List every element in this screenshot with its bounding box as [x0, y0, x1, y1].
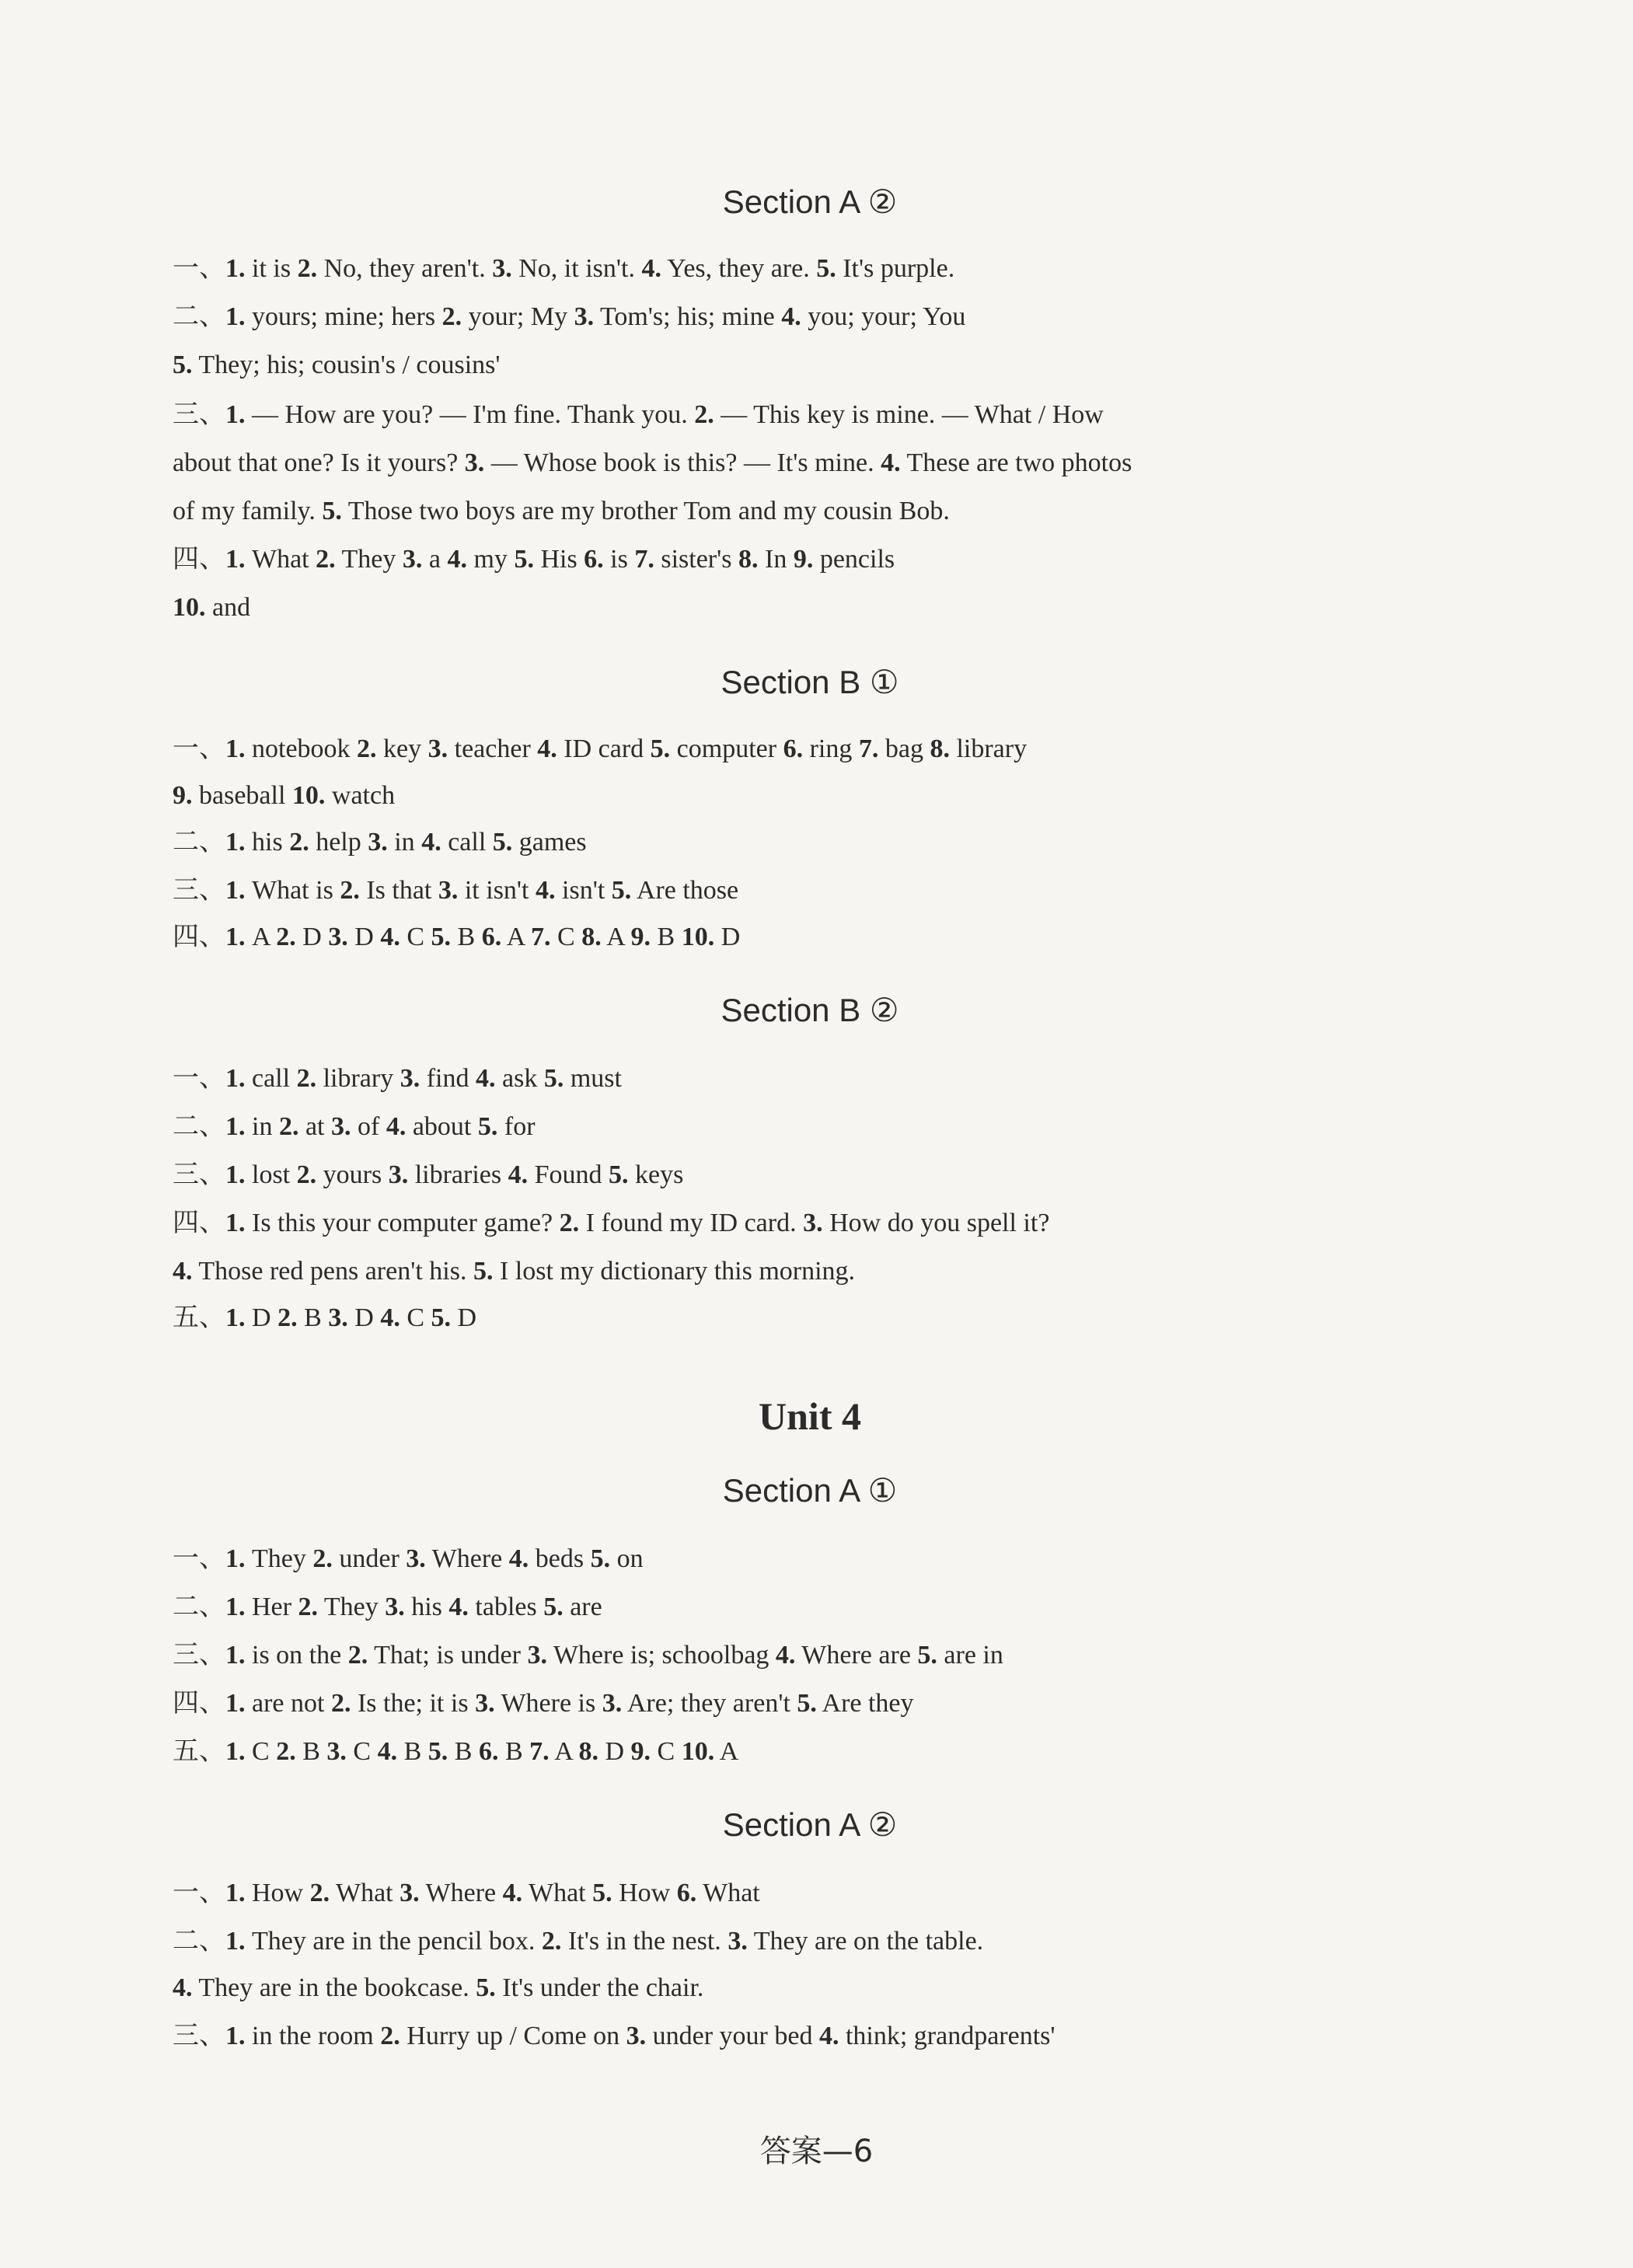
- answer-line: 二、1. his 2. help 3. in 4. call 5. games: [173, 828, 587, 857]
- answer-line: 4. Those red pens aren't his. 5. I lost my dictionary this morning.: [173, 1257, 856, 1286]
- answer-line: 二、1. They are in the pencil box. 2. It's in the nest. 3. They are on the table.: [173, 1927, 984, 1956]
- answer-line: 一、1. notebook 2. key 3. teacher 4. ID card 5. computer 6. ring 7. bag 8. library: [173, 734, 1028, 763]
- answer-line: 二、1. yours; mine; hers 2. your; My 3. Tom's; his; mine 4. you; your; You: [173, 302, 966, 331]
- section-heading: Section B ②: [721, 992, 899, 1028]
- answer-line: 三、1. is on the 2. That; is under 3. Where is; schoolbag 4. Where are 5. are in: [173, 1641, 1003, 1670]
- answer-line: 一、1. it is 2. No, they aren't. 3. No, it isn't. 4. Yes, they are. 5. It's purple.: [173, 254, 955, 283]
- answer-line: 五、1. D 2. B 3. D 4. C 5. D: [173, 1303, 477, 1332]
- answer-line: 二、1. Her 2. They 3. his 4. tables 5. are: [173, 1593, 602, 1621]
- page-number: 答案—6: [759, 2134, 874, 2169]
- answer-line: 一、1. They 2. under 3. Where 4. beds 5. on: [173, 1544, 644, 1573]
- answer-line: of my family. 5. Those two boys are my brother Tom and my cousin Bob.: [173, 497, 950, 525]
- answer-line: 四、1. What 2. They 3. a 4. my 5. His 6. is 7. sister's 8. In 9. pencils: [173, 545, 895, 574]
- answer-line: 四、1. Is this your computer game? 2. I found my ID card. 3. How do you spell it?: [173, 1209, 1050, 1237]
- answer-line: 三、1. lost 2. yours 3. libraries 4. Found 5. keys: [173, 1160, 684, 1189]
- answer-line: 三、1. in the room 2. Hurry up / Come on 3. under your bed 4. think; grandparents': [173, 2022, 1056, 2050]
- section-heading: Section A ①: [722, 1472, 898, 1509]
- section-heading: Section B ①: [721, 664, 899, 700]
- answer-line: 四、1. A 2. D 3. D 4. C 5. B 6. A 7. C 8. A 9. B 10. D: [173, 923, 741, 951]
- section-heading: Section A ②: [722, 1806, 898, 1843]
- answer-line: 5. They; his; cousin's / cousins': [173, 351, 501, 379]
- answer-line: 9. baseball 10. watch: [173, 781, 396, 810]
- answer-line: 四、1. are not 2. Is the; it is 3. Where is 3. Are; they aren't 5. Are they: [173, 1689, 914, 1718]
- answer-line: 4. They are in the bookcase. 5. It's under the chair.: [173, 1973, 704, 2002]
- answer-line: 三、1. — How are you? — I'm fine. Thank you. 2. — This key is mine. — What / How: [173, 400, 1104, 429]
- answer-line: about that one? Is it yours? 3. — Whose book is this? — It's mine. 4. These are two photos: [173, 448, 1132, 477]
- answer-line: 五、1. C 2. B 3. C 4. B 5. B 6. B 7. A 8. D 9. C 10. A: [173, 1737, 739, 1766]
- answer-line: 二、1. in 2. at 3. of 4. about 5. for: [173, 1112, 536, 1141]
- answer-line: 三、1. What is 2. Is that 3. it isn't 4. isn't 5. Are those: [173, 876, 739, 905]
- unit-heading: Unit 4: [759, 1394, 861, 1438]
- section-heading: Section A ②: [722, 183, 898, 220]
- answer-line: 10. and: [173, 593, 251, 622]
- answer-line: 一、1. call 2. library 3. find 4. ask 5. must: [173, 1064, 622, 1093]
- answer-line: 一、1. How 2. What 3. Where 4. What 5. How 6. What: [173, 1879, 760, 1907]
